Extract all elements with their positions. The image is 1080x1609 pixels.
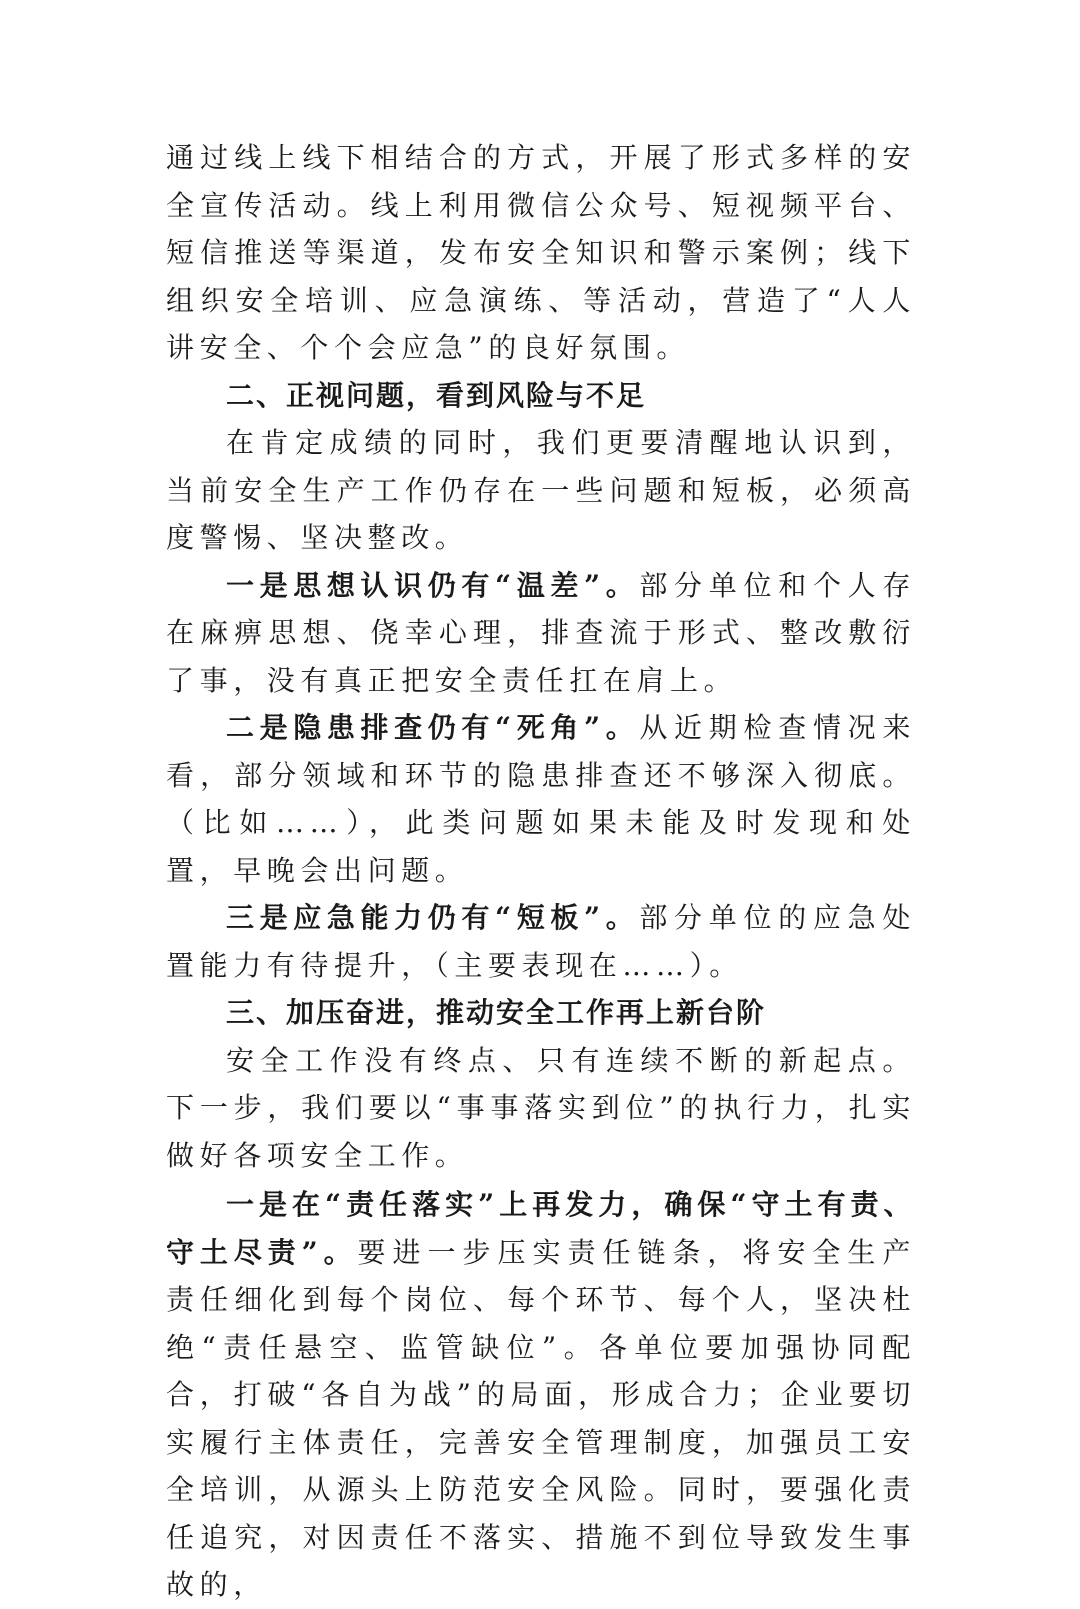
task-responsibility-lead: 一是在“责任落实”上再发力，确保“守土有责、守土尽责”。 (166, 1188, 916, 1269)
issue-hazard-check-lead: 二是隐患排查仍有“死角”。 (226, 711, 640, 744)
paragraph-next-steps-intro: 安全工作没有终点、只有连续不断的新起点。下一步，我们要以“事事落实到位”的执行力，扎实做好各项安全工作。 (166, 1043, 916, 1172)
document-page (166, 134, 916, 1609)
task-responsibility-text: 要进一步压实责任链条，将安全生产责任细化到每个岗位、每个环节、每个人，坚决杜绝“责任悬空、监管缺位”。各单位要加强协同配合，打破“各自为战”的局面，形成合力；企业要切实履行主体责任，完善安全管理制度，加强员工安全培训，从源头上防范安全风险。同时，要强化责任追究，对因责任不落实、措施不到位导致发生事故的， (166, 1235, 917, 1601)
issue-emergency-text: 部分单位的应急处置能力有待提升，（主要表现在……）。 (166, 901, 916, 982)
section-heading-next-steps: 三、加压奋进，推动安全工作再上新台阶 (226, 996, 767, 1029)
paragraph-issue-hazard-check (166, 704, 916, 894)
section-heading-problems: 二、正视问题，看到风险与不足 (226, 378, 647, 412)
issue-awareness-text: 部分单位和个人存在麻痹思想、侥幸心理，排查流于形式、整改敷衍了事，没有真正把安全责任扛在肩上。 (166, 568, 916, 697)
paragraph-problems-intro: 在肯定成绩的同时，我们更要清醒地认识到，当前安全生产工作仍存在一些问题和短板，必须高度警惕、坚决整改。 (166, 426, 916, 554)
paragraph-task-responsibility (166, 1181, 916, 1609)
issue-awareness-lead: 一是思想认识仍有“温差”。 (226, 568, 640, 602)
issue-emergency-lead: 三是应急能力仍有“短板”。 (226, 901, 640, 934)
paragraph-issue-awareness (166, 562, 916, 705)
paragraph-publicity-activities: 通过线上线下相结合的方式，开展了形式多样的安全宣传活动。线上利用微信公众号、短视频平台、短信推送等渠道，发布安全知识和警示案例；线下组织安全培训、应急演练、等活动，营造了“人人讲安全、个个会应急”的良好氛围。 (166, 141, 916, 364)
issue-hazard-check-text: 从近期检查情况来看，部分领域和环节的隐患排查还不够深入彻底。（比如……），此类问题如果未能及时发现和处置，早晚会出问题。 (166, 711, 916, 887)
paragraph-issue-emergency (166, 894, 916, 989)
